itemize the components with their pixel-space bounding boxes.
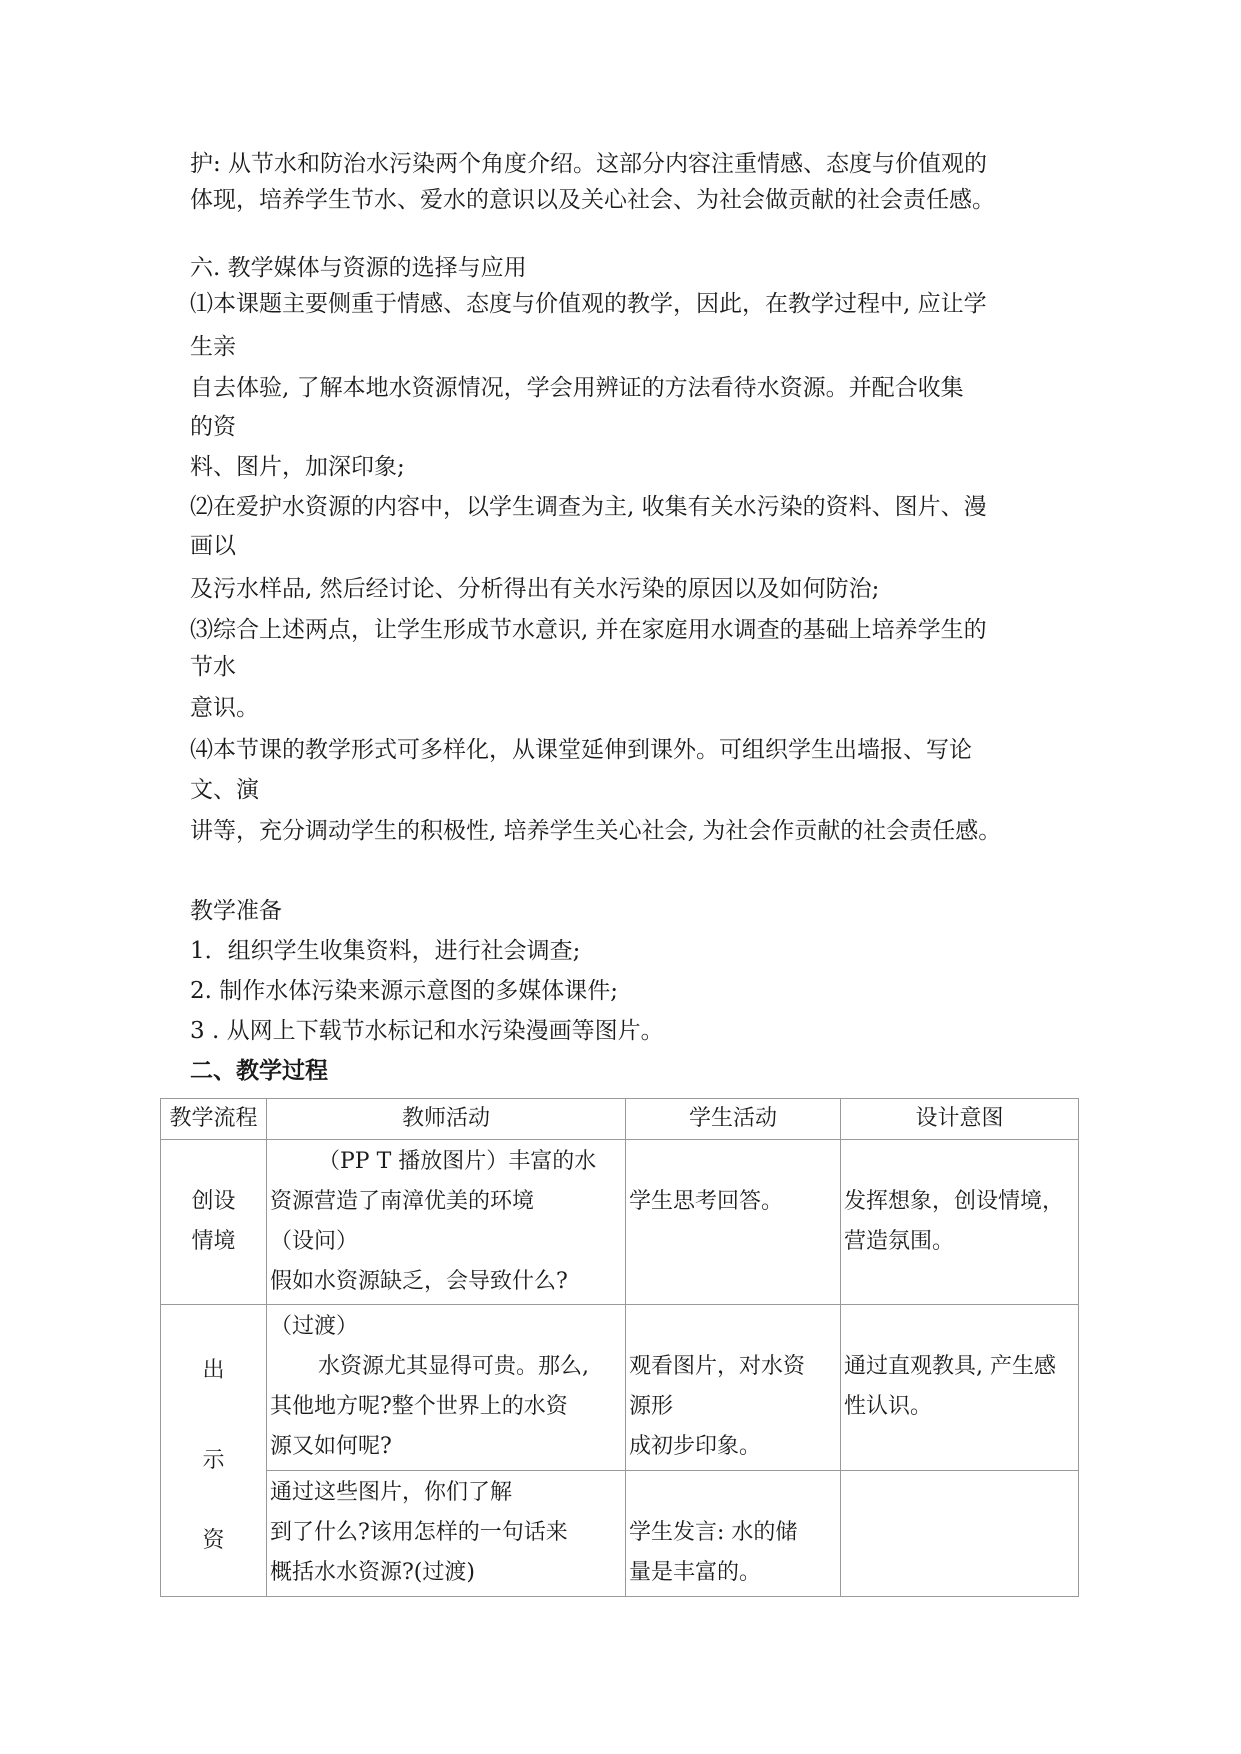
section6-line: 生亲 [190, 334, 236, 360]
process-table [160, 1098, 1079, 1597]
flow-label: 出 [202, 1357, 225, 1383]
section6-line: ⑶综合上述两点，让学生形成节水意识, 并在家庭用水调查的基础上培养学生的 [190, 617, 987, 643]
section6-line: 画以 [190, 533, 236, 559]
student-text: 学生发言: 水的储 [629, 1520, 798, 1545]
section6-line: 及污水样品, 然后经讨论、分析得出有关水污染的原因以及如何防治; [190, 576, 880, 602]
intent-cell [841, 1471, 1079, 1597]
section6-line: ⑵在爱护水资源的内容中，以学生调查为主, 收集有关水污染的资料、图片、漫 [190, 494, 987, 520]
intent-text: 通过直观教具, 产生感 [844, 1354, 1056, 1379]
prep-heading: 教学准备 [190, 898, 282, 924]
column-header: 教学流程 [161, 1099, 267, 1140]
section6-heading: 六. 教学媒体与资源的选择与应用 [190, 255, 527, 281]
student-text: 源形 [629, 1394, 674, 1419]
teacher-text: 资源营造了南漳优美的环境 [270, 1189, 535, 1214]
section6-line: ⑴本课题主要侧重于情感、态度与价值观的教学，因此，在教学过程中, 应让学 [190, 291, 987, 317]
teacher-cell [267, 1471, 626, 1597]
flow-label: 示 [202, 1447, 225, 1473]
column-header: 教师活动 [267, 1099, 626, 1140]
teacher-cell [267, 1140, 626, 1305]
teacher-text: （设问） [270, 1229, 359, 1254]
teacher-text: 到了什么?该用怎样的一句话来 [270, 1520, 568, 1545]
prep-item: 2. 制作水体污染来源示意图的多媒体课件; [190, 978, 619, 1004]
table-row [161, 1140, 1079, 1305]
table-row [161, 1471, 1079, 1597]
flow-label: 创设 [191, 1189, 236, 1214]
student-text: 量是丰富的。 [629, 1560, 762, 1585]
section6-line: 节水 [190, 654, 236, 680]
section6-line: 自去体验, 了解本地水资源情况，学会用辨证的方法看待水资源。并配合收集 [190, 375, 964, 401]
intent-text: 性认识。 [844, 1394, 933, 1419]
teacher-text: 概括水水资源?(过渡) [270, 1560, 475, 1585]
intro-line-1: 护: 从节水和防治水污染两个角度介绍。这部分内容注重情感、态度与价值观的 [190, 151, 988, 177]
teacher-text: 通过这些图片，你们了解 [270, 1480, 513, 1505]
intent-text: 发挥想象，创设情境， [844, 1189, 1065, 1214]
prep-item: 3 . 从网上下载节水标记和水污染漫画等图片。 [190, 1018, 664, 1044]
teacher-text: 假如水资源缺乏，会导致什么? [270, 1269, 568, 1294]
intent-cell [841, 1305, 1079, 1471]
flow-label: 情境 [191, 1229, 236, 1254]
student-cell [626, 1305, 841, 1471]
column-header: 设计意图 [841, 1099, 1079, 1140]
flow-cell [161, 1305, 267, 1597]
column-header: 学生活动 [626, 1099, 841, 1140]
teacher-text: （PP T 播放图片）丰富的水 [318, 1149, 597, 1174]
student-text: 观看图片，对水资 [629, 1354, 806, 1379]
teacher-text: （过渡） [270, 1314, 359, 1339]
student-cell [626, 1471, 841, 1597]
teacher-cell [267, 1305, 626, 1471]
table-header-row [161, 1099, 1079, 1140]
teacher-text: 水资源尤其显得可贵。那么, [318, 1354, 589, 1379]
intent-cell [841, 1140, 1079, 1305]
flow-cell [161, 1140, 267, 1305]
section6-line: 料、图片，加深印象; [190, 454, 405, 480]
student-text: 成初步印象。 [629, 1434, 762, 1459]
section6-line: 意识。 [190, 695, 259, 721]
intent-text: 营造氛围。 [844, 1229, 955, 1254]
section6-line: 的资 [190, 414, 236, 440]
student-cell [626, 1140, 841, 1305]
process-heading: 二、教学过程 [190, 1057, 328, 1084]
section6-line: 文、演 [190, 777, 259, 803]
student-text: 学生思考回答。 [629, 1189, 784, 1214]
prep-item: 1．组织学生收集资料，进行社会调查; [190, 938, 581, 964]
teacher-text: 源又如何呢? [270, 1434, 392, 1459]
flow-label: 资 [202, 1527, 225, 1553]
section6-line: ⑷本节课的教学形式可多样化，从课堂延伸到课外。可组织学生出墙报、写论 [190, 737, 972, 763]
table-row [161, 1305, 1079, 1471]
intro-line-2: 体现，培养学生节水、爱水的意识以及关心社会、为社会做贡献的社会责任感。 [190, 187, 995, 213]
teacher-text: 其他地方呢?整个世界上的水资 [270, 1394, 568, 1419]
section6-line: 讲等，充分调动学生的积极性, 培养学生关心社会, 为社会作贡献的社会责任感。 [190, 818, 1002, 844]
